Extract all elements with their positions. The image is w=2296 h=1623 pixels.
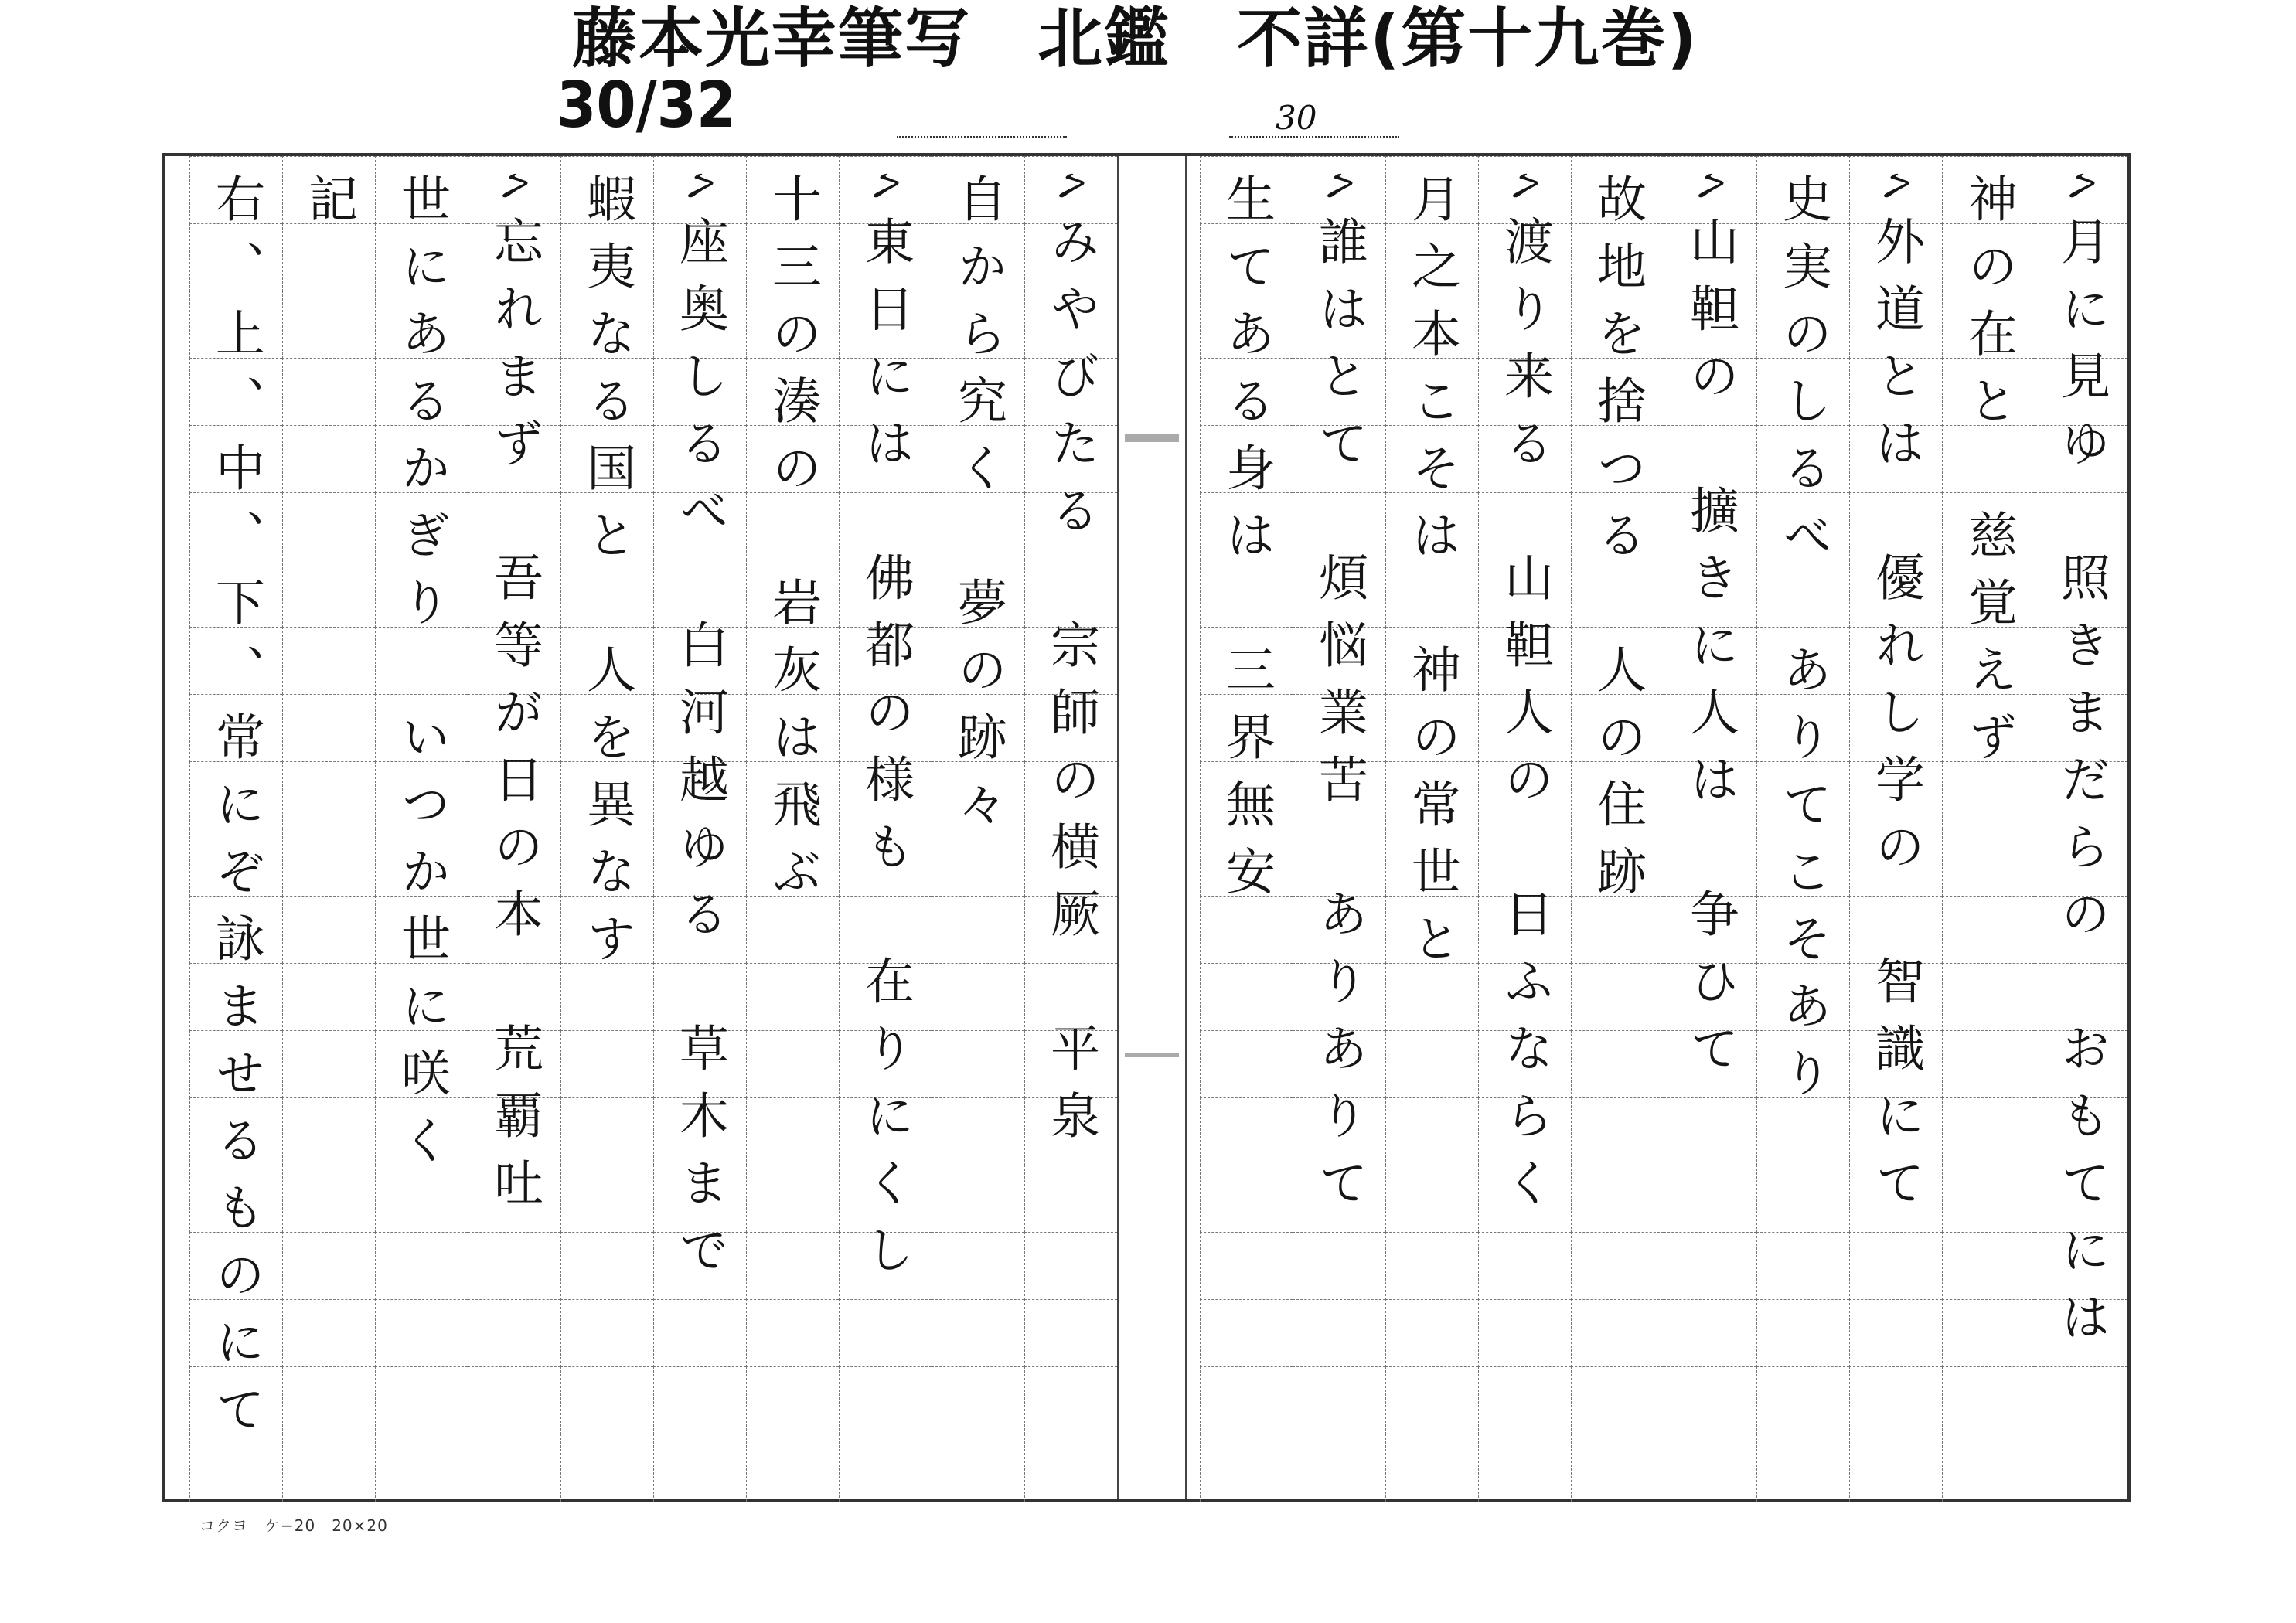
grid-cell — [560, 1232, 653, 1300]
grid-cell — [1571, 1030, 1664, 1098]
grid-cell — [1664, 1299, 1756, 1367]
manuscript-line: ﾍ忘れまず 吾等が日の本 荒覇吐 — [485, 173, 543, 1224]
grid-cell — [1024, 1434, 1117, 1502]
grid-cell — [282, 1366, 375, 1434]
manuscript-line: 蝦夷なる国と 人を異なす — [578, 173, 635, 980]
grid-column — [1756, 156, 1849, 1499]
grid-cell — [1478, 1299, 1571, 1367]
grid-cell — [1478, 1366, 1571, 1434]
grid-cell — [282, 1165, 375, 1233]
grid-cell — [282, 963, 375, 1031]
grid-cell — [1664, 1165, 1756, 1233]
grid-column — [1200, 156, 1293, 1499]
grid-cell — [468, 1366, 560, 1434]
grid-cell — [1385, 1299, 1478, 1367]
grid-cell — [1942, 963, 2035, 1031]
grid-cell — [1756, 1299, 1849, 1367]
grid-cell — [1942, 1097, 2035, 1165]
grid-cell — [1942, 1434, 2035, 1502]
grid-cell — [653, 1366, 746, 1434]
grid-cell — [1385, 1434, 1478, 1502]
grid-column — [746, 156, 839, 1499]
grid-column — [1385, 156, 1478, 1499]
grid-column — [1664, 156, 1756, 1499]
grid-cell — [932, 1434, 1024, 1502]
grid-column — [1024, 156, 1117, 1499]
grid-cell — [282, 1232, 375, 1300]
grid-cell — [1385, 1030, 1478, 1098]
grid-cell — [653, 1299, 746, 1367]
grid-cell — [282, 291, 375, 359]
grid-column — [375, 156, 468, 1499]
grid-cell — [1571, 1366, 1664, 1434]
grid-cell — [746, 1434, 839, 1502]
grid-cell — [282, 1434, 375, 1502]
grid-cell — [282, 761, 375, 829]
manuscript-paper — [162, 153, 2131, 1502]
grid-cell — [1385, 1165, 1478, 1233]
grid-column — [2035, 156, 2127, 1499]
grid-cell — [1293, 1366, 1385, 1434]
grid-cell — [839, 1366, 932, 1434]
grid-cell — [375, 1366, 468, 1434]
manuscript-line: ﾍ山靼の 擴きに人は 争ひて — [1681, 173, 1739, 1090]
grid-cell — [560, 1165, 653, 1233]
grid-column — [1293, 156, 1385, 1499]
grid-cell — [1200, 1299, 1293, 1367]
manuscript-line: ﾍ東日には 佛都の様も 在りにくし — [857, 173, 914, 1291]
grid-cell — [1571, 1165, 1664, 1233]
manuscript-line: 生てある身は 三界無安 — [1218, 173, 1275, 913]
manuscript-line: 記 — [300, 173, 357, 240]
grid-cell — [1571, 1097, 1664, 1165]
grid-column — [560, 156, 653, 1499]
grid-cell — [746, 1232, 839, 1300]
manuscript-line: ﾍ誰はとて 煩悩業苦 ありありて — [1310, 173, 1368, 1224]
grid-cell — [1385, 1366, 1478, 1434]
grid-cell — [375, 1434, 468, 1502]
grid-column — [1478, 156, 1571, 1499]
grid-cell — [1200, 1165, 1293, 1233]
grid-cell — [1664, 1232, 1756, 1300]
sheet-number: 30 — [1276, 99, 1317, 137]
grid-cell — [282, 627, 375, 695]
manuscript-line: ﾍ月に見ゆ 照きまだらの おもてには — [2052, 173, 2110, 1359]
grid-cell — [932, 1030, 1024, 1098]
manuscript-line: ﾍ座奥しるべ 白河越ゆる 草木まで — [671, 173, 728, 1291]
grid-cell — [1756, 1232, 1849, 1300]
grid-cell — [1571, 1299, 1664, 1367]
manuscript-line: 右、上、中、下、常にぞ詠ませるものにて — [207, 173, 264, 1451]
grid-cell — [1293, 1232, 1385, 1300]
grid-cell — [560, 1366, 653, 1434]
grid-cell — [560, 1434, 653, 1502]
gutter-mark-top — [1125, 434, 1179, 442]
manuscript-line: 十三の湊の 岩灰は飛ぶ — [764, 173, 821, 913]
grid-cell — [560, 1097, 653, 1165]
manuscript-line: 自から究く 夢の跡々 — [949, 173, 1007, 846]
grid-column — [839, 156, 932, 1499]
manuscript-line: 神の在と 慈覚えず — [1960, 173, 2017, 778]
grid-cell — [839, 1299, 932, 1367]
grid-cell — [932, 896, 1024, 964]
grid-cell — [1942, 1299, 2035, 1367]
page-title: 藤本光幸筆写 北鑑 不詳(第十九巻) — [572, 1, 1698, 77]
grid-cell — [1024, 1366, 1117, 1434]
grid-cell — [468, 1434, 560, 1502]
manuscript-line: 故地を捨つる 人の住跡 — [1589, 173, 1646, 913]
grid-cell — [1942, 1030, 2035, 1098]
grid-cell — [1200, 1030, 1293, 1098]
grid-cell — [1571, 963, 1664, 1031]
grid-cell — [746, 1097, 839, 1165]
grid-cell — [282, 1030, 375, 1098]
grid-cell — [282, 1097, 375, 1165]
manuscript-line: 史実のしるべ ありてこそあり — [1774, 173, 1831, 1114]
grid-cell — [282, 829, 375, 897]
manuscript-line: ﾍ外道とは 優れし学の 智識にて — [1867, 173, 1924, 1224]
grid-cell — [746, 1030, 839, 1098]
grid-cell — [1293, 1299, 1385, 1367]
manuscript-line: 月之本こそは 神の常世と — [1403, 173, 1460, 980]
grid-cell — [1478, 1434, 1571, 1502]
grid-cell — [1200, 1434, 1293, 1502]
grid-column — [189, 156, 282, 1499]
grid-cell — [282, 896, 375, 964]
grid-cell — [1478, 1232, 1571, 1300]
grid-cell — [1664, 1434, 1756, 1502]
grid-cell — [932, 963, 1024, 1031]
grid-cell — [1385, 1232, 1478, 1300]
grid-cell — [1849, 1299, 1942, 1367]
grid-cell — [932, 1097, 1024, 1165]
grid-cell — [2035, 1366, 2127, 1434]
grid-column — [1942, 156, 2035, 1499]
grid-cell — [1293, 1434, 1385, 1502]
grid-cell — [839, 1434, 932, 1502]
grid-cell — [560, 1030, 653, 1098]
grid-cell — [1942, 829, 2035, 897]
grid-cell — [282, 492, 375, 560]
grid-cell — [1942, 1165, 2035, 1233]
grid-cell — [282, 358, 375, 426]
grid-cell — [1664, 1097, 1756, 1165]
grid-cell — [1200, 1366, 1293, 1434]
paper-brand: コクヨ ケ−20 20×20 — [199, 1516, 388, 1535]
grid-cell — [282, 694, 375, 762]
grid-cell — [1024, 1165, 1117, 1233]
grid-column — [468, 156, 560, 1499]
header-dotted-line-left — [897, 136, 1067, 138]
manuscript-line: ﾍみやびたる 宗師の横厥 平泉 — [1042, 173, 1099, 1157]
grid-cell — [1571, 1434, 1664, 1502]
grid-cell — [932, 1299, 1024, 1367]
grid-cell — [468, 1299, 560, 1367]
grid-cell — [375, 1299, 468, 1367]
grid-cell — [282, 560, 375, 628]
page-number: 30/32 — [557, 69, 737, 142]
grid-cell — [375, 1232, 468, 1300]
grid-cell — [746, 1299, 839, 1367]
grid-cell — [653, 1434, 746, 1502]
grid-cell — [1200, 1097, 1293, 1165]
grid-cell — [1571, 1232, 1664, 1300]
gutter-mark-bottom — [1125, 1053, 1179, 1057]
grid-cell — [932, 1165, 1024, 1233]
grid-cell — [282, 1299, 375, 1367]
grid-cell — [746, 1165, 839, 1233]
grid-cell — [746, 963, 839, 1031]
grid-column — [1571, 156, 1664, 1499]
grid-cell — [1942, 896, 2035, 964]
grid-cell — [1024, 1299, 1117, 1367]
grid-cell — [1024, 1232, 1117, 1300]
grid-column — [1849, 156, 1942, 1499]
grid-cell — [932, 1366, 1024, 1434]
grid-cell — [1942, 1232, 2035, 1300]
center-gutter — [1117, 156, 1187, 1499]
manuscript-line: ﾍ渡り来る 山靼人の 日ふならく — [1496, 173, 1553, 1224]
grid-column — [932, 156, 1024, 1499]
grid-cell — [932, 1232, 1024, 1300]
grid-cell — [1385, 1097, 1478, 1165]
grid-cell — [1756, 1434, 1849, 1502]
grid-cell — [468, 1232, 560, 1300]
grid-cell — [1756, 1165, 1849, 1233]
grid-cell — [1849, 1366, 1942, 1434]
grid-cell — [746, 1366, 839, 1434]
grid-cell — [1200, 963, 1293, 1031]
grid-cell — [1756, 1366, 1849, 1434]
grid-cell — [560, 1299, 653, 1367]
grid-column — [282, 156, 375, 1499]
grid-cell — [282, 425, 375, 493]
grid-cell — [1942, 1366, 2035, 1434]
grid-cell — [1200, 1232, 1293, 1300]
grid-cell — [2035, 1434, 2127, 1502]
grid-cell — [1664, 1366, 1756, 1434]
grid-cell — [1849, 1232, 1942, 1300]
manuscript-line: 世にあるかぎり いつか世に咲く — [393, 173, 450, 1182]
grid-cell — [1849, 1434, 1942, 1502]
grid-column — [653, 156, 746, 1499]
